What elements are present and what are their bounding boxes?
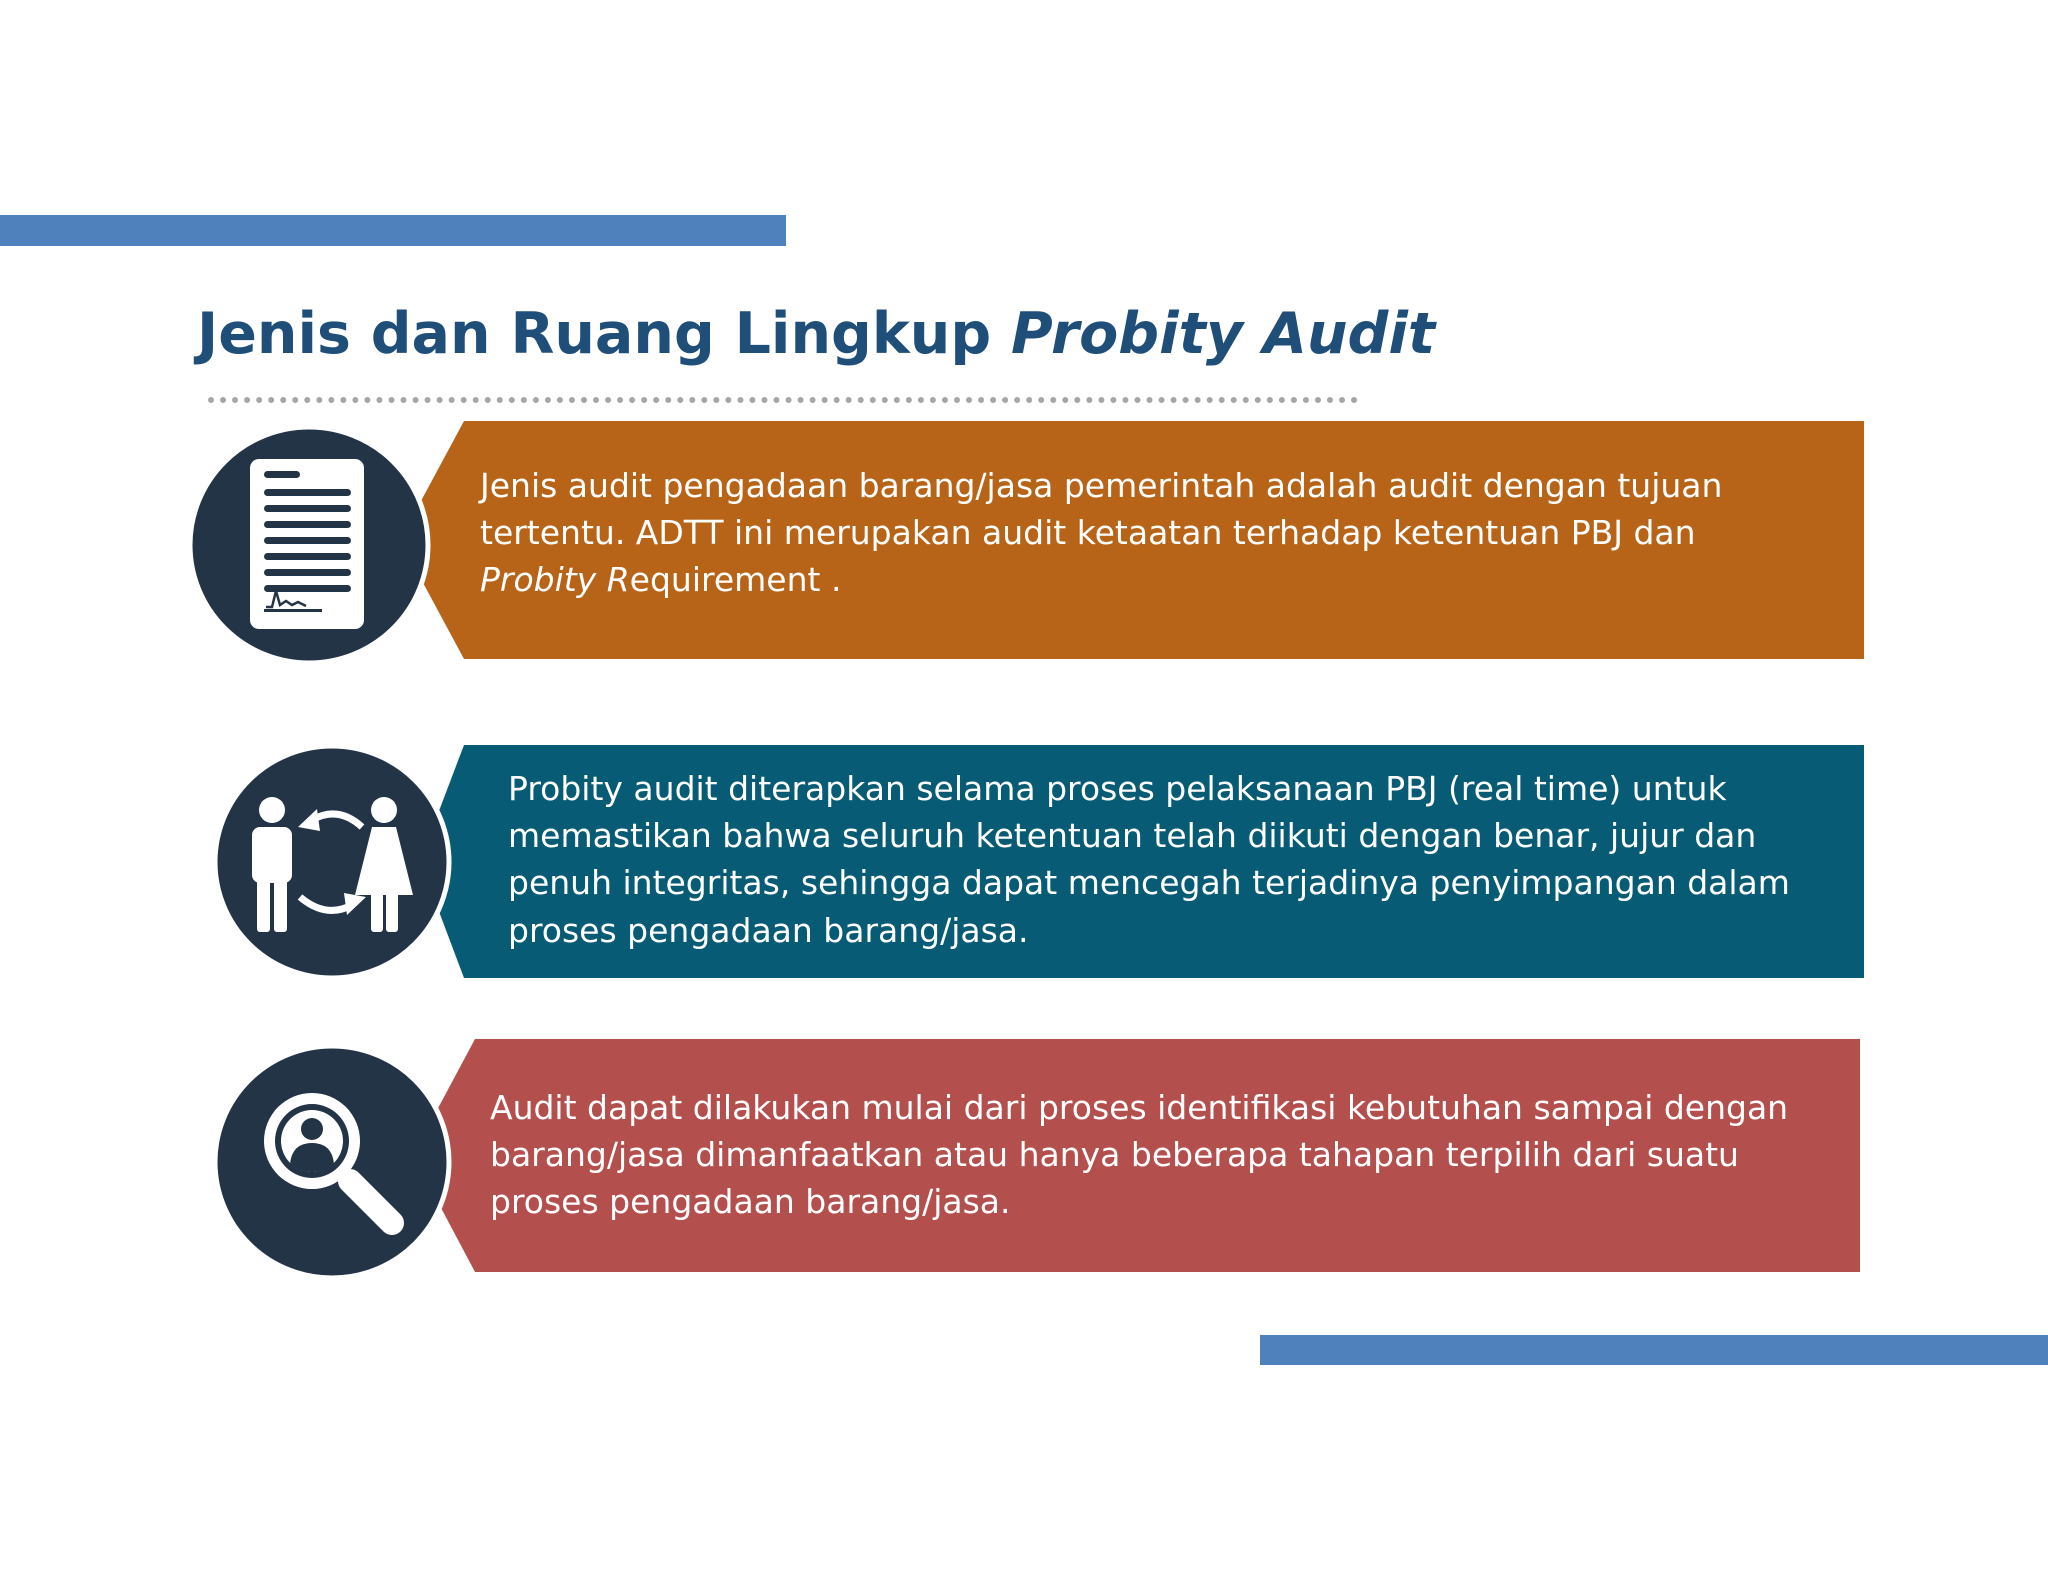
banner-text-line-3: equirement . — [629, 559, 842, 599]
banner-text: Probity audit diterapkan selama proses pelaksanaan PBJ (real time) untuk memastikan bahwa seluruh ketentuan telah diikuti dengan benar, jujur dan penuh integritas, sehingga dapat mencegah terjadinya penyimpangan dalam proses pengadaan barang/jasa. — [508, 769, 1790, 950]
banner-jenis-audit — [400, 421, 1864, 659]
banner-lingkup-audit — [413, 1039, 1860, 1272]
title-dotted-divider — [208, 397, 1358, 403]
banner-probity-audit — [420, 745, 1864, 978]
banner-text: Audit dapat dilakukan mulai dari proses identifikasi kebutuhan sampai dengan barang/jasa dimanfaatkan atau hanya beberapa tahapan terpilih dari suatu proses pengadaan barang/jasa. — [490, 1088, 1789, 1222]
document-icon — [186, 423, 432, 667]
banner-text — [480, 463, 1850, 604]
banner-text-italic: Probity R — [480, 559, 630, 599]
people-exchange-icon — [210, 743, 454, 981]
banner-text-line-2: tertentu. ADTT ini merupakan audit ketaatan terhadap ketentuan PBJ dan — [480, 512, 1696, 552]
bottom-accent-bar — [1260, 1335, 2048, 1365]
banner-text-line-1: Jenis audit pengadaan barang/jasa pemerintah adalah audit dengan tujuan — [480, 466, 1723, 505]
title-italic: Probity Audit — [1010, 301, 1436, 367]
search-person-icon — [210, 1043, 454, 1281]
top-accent-bar — [0, 215, 786, 246]
title-regular: Jenis dan Ruang Lingkup — [197, 301, 1011, 367]
slide-title — [197, 300, 1435, 368]
